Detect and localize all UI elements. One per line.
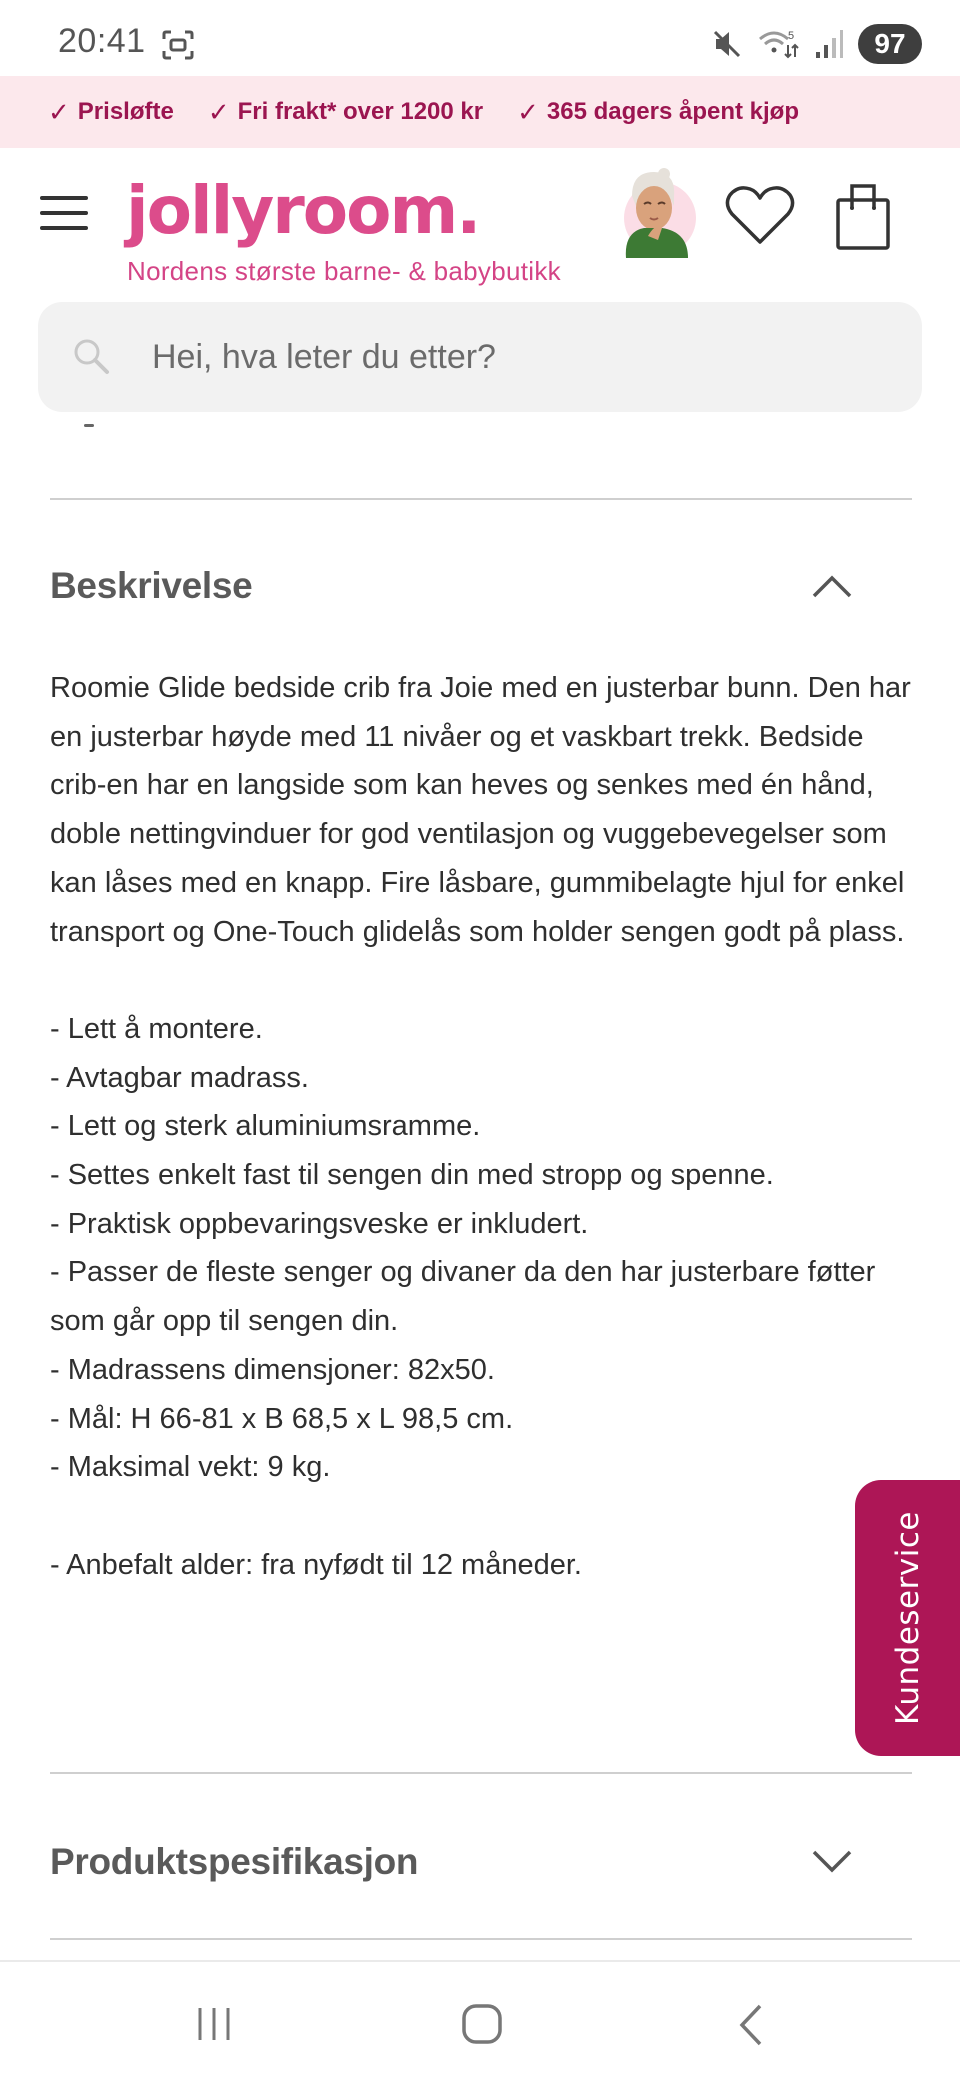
feature-bullet: - Madrassens dimensjoner: 82x50. [50,1353,495,1386]
check-icon: ✓ [207,96,230,127]
customer-service-tab[interactable] [855,1480,960,1756]
section-divider [50,498,912,500]
description-paragraph: Roomie Glide bedside crib fra Joie med en justerbar bunn. Den har en justerbar høyde med 11 nivåer og et vaskbart trekk. Bedside crib-en har en langside som kan heves og senkes med én hånd, doble nettingvinduer for god ventilasjon og vuggebevegelser som kan låses med en knapp. Fire låsbare, gummibelagte hjul for enkel transport og One-Touch glidelås som holder sengen godt på plass. [50,672,911,948]
heart-icon[interactable] [724,184,796,248]
usp-label: Prisløfte [77,98,174,125]
feature-bullet: - Avtagbar madrass. [50,1061,309,1094]
hamburger-menu-icon[interactable] [40,196,88,230]
check-icon: ✓ [517,96,539,127]
chevron-down-icon[interactable] [810,1848,854,1876]
accordion-specification-header[interactable] [50,1822,912,1902]
usp-label: 365 dagers åpent kjøp [546,98,799,125]
usp-label: Fri frakt* over 1200 kr [237,98,484,125]
scroll-remnant [84,424,94,427]
recommended-age: - Anbefalt alder: fra nyfødt til 12 måneder. [50,1548,582,1581]
feature-bullet: - Lett å montere. [50,1012,263,1045]
usp-item-free-shipping [208,97,483,128]
usp-item-open-purchase [517,97,799,128]
site-header [0,148,960,298]
site-logo[interactable]: jollyroom. [126,172,480,249]
screenshot-icon [162,30,194,60]
search-icon [72,337,112,377]
shopping-bag-icon[interactable] [834,182,892,252]
status-icons [710,24,922,64]
search-bar[interactable] [38,302,922,412]
feature-bullet: - Maksimal vekt: 9 kg. [50,1451,331,1484]
section-divider [50,1938,912,1940]
back-icon[interactable] [734,2002,766,2048]
wifi-icon [758,27,800,61]
feature-bullet: - Lett og sterk aluminiumsramme. [50,1110,481,1143]
status-time: 20:41 [58,22,146,60]
accordion-description-header[interactable] [50,546,912,626]
signal-icon [814,28,844,60]
feature-bullet: - Mål: H 66-81 x B 68,5 x L 98,5 cm. [50,1402,514,1435]
description-body [50,664,920,1589]
mute-icon [710,27,744,61]
system-nav-bar [0,1960,960,2080]
usp-bar [0,76,960,148]
feature-bullet: - Passer de fleste senger og divaner da den har justerbare føtter som går opp til sengen din. [50,1256,876,1338]
customer-service-label: Kundeservice [889,1511,926,1725]
assistant-avatar[interactable] [618,166,696,258]
check-icon: ✓ [48,96,70,127]
feature-bullet: - Praktisk oppbevaringsveske er inkludert. [50,1207,589,1240]
search-input[interactable] [152,338,872,377]
battery-indicator: 97 [858,24,922,64]
accordion-title: Beskrivelse [50,565,253,606]
section-divider [50,1772,912,1774]
feature-bullet: - Settes enkelt fast til sengen din med stropp og spenne. [50,1159,774,1192]
chevron-up-icon[interactable] [810,572,854,600]
recent-apps-icon[interactable] [194,2004,234,2044]
accordion-title: Produktspesifikasjon [50,1841,419,1882]
home-icon[interactable] [460,2002,504,2046]
site-tagline: Nordens største barne- & babybutikk [127,256,561,286]
status-bar [0,0,960,76]
svg-text:5: 5 [788,30,795,42]
usp-item-price-promise [48,97,174,128]
